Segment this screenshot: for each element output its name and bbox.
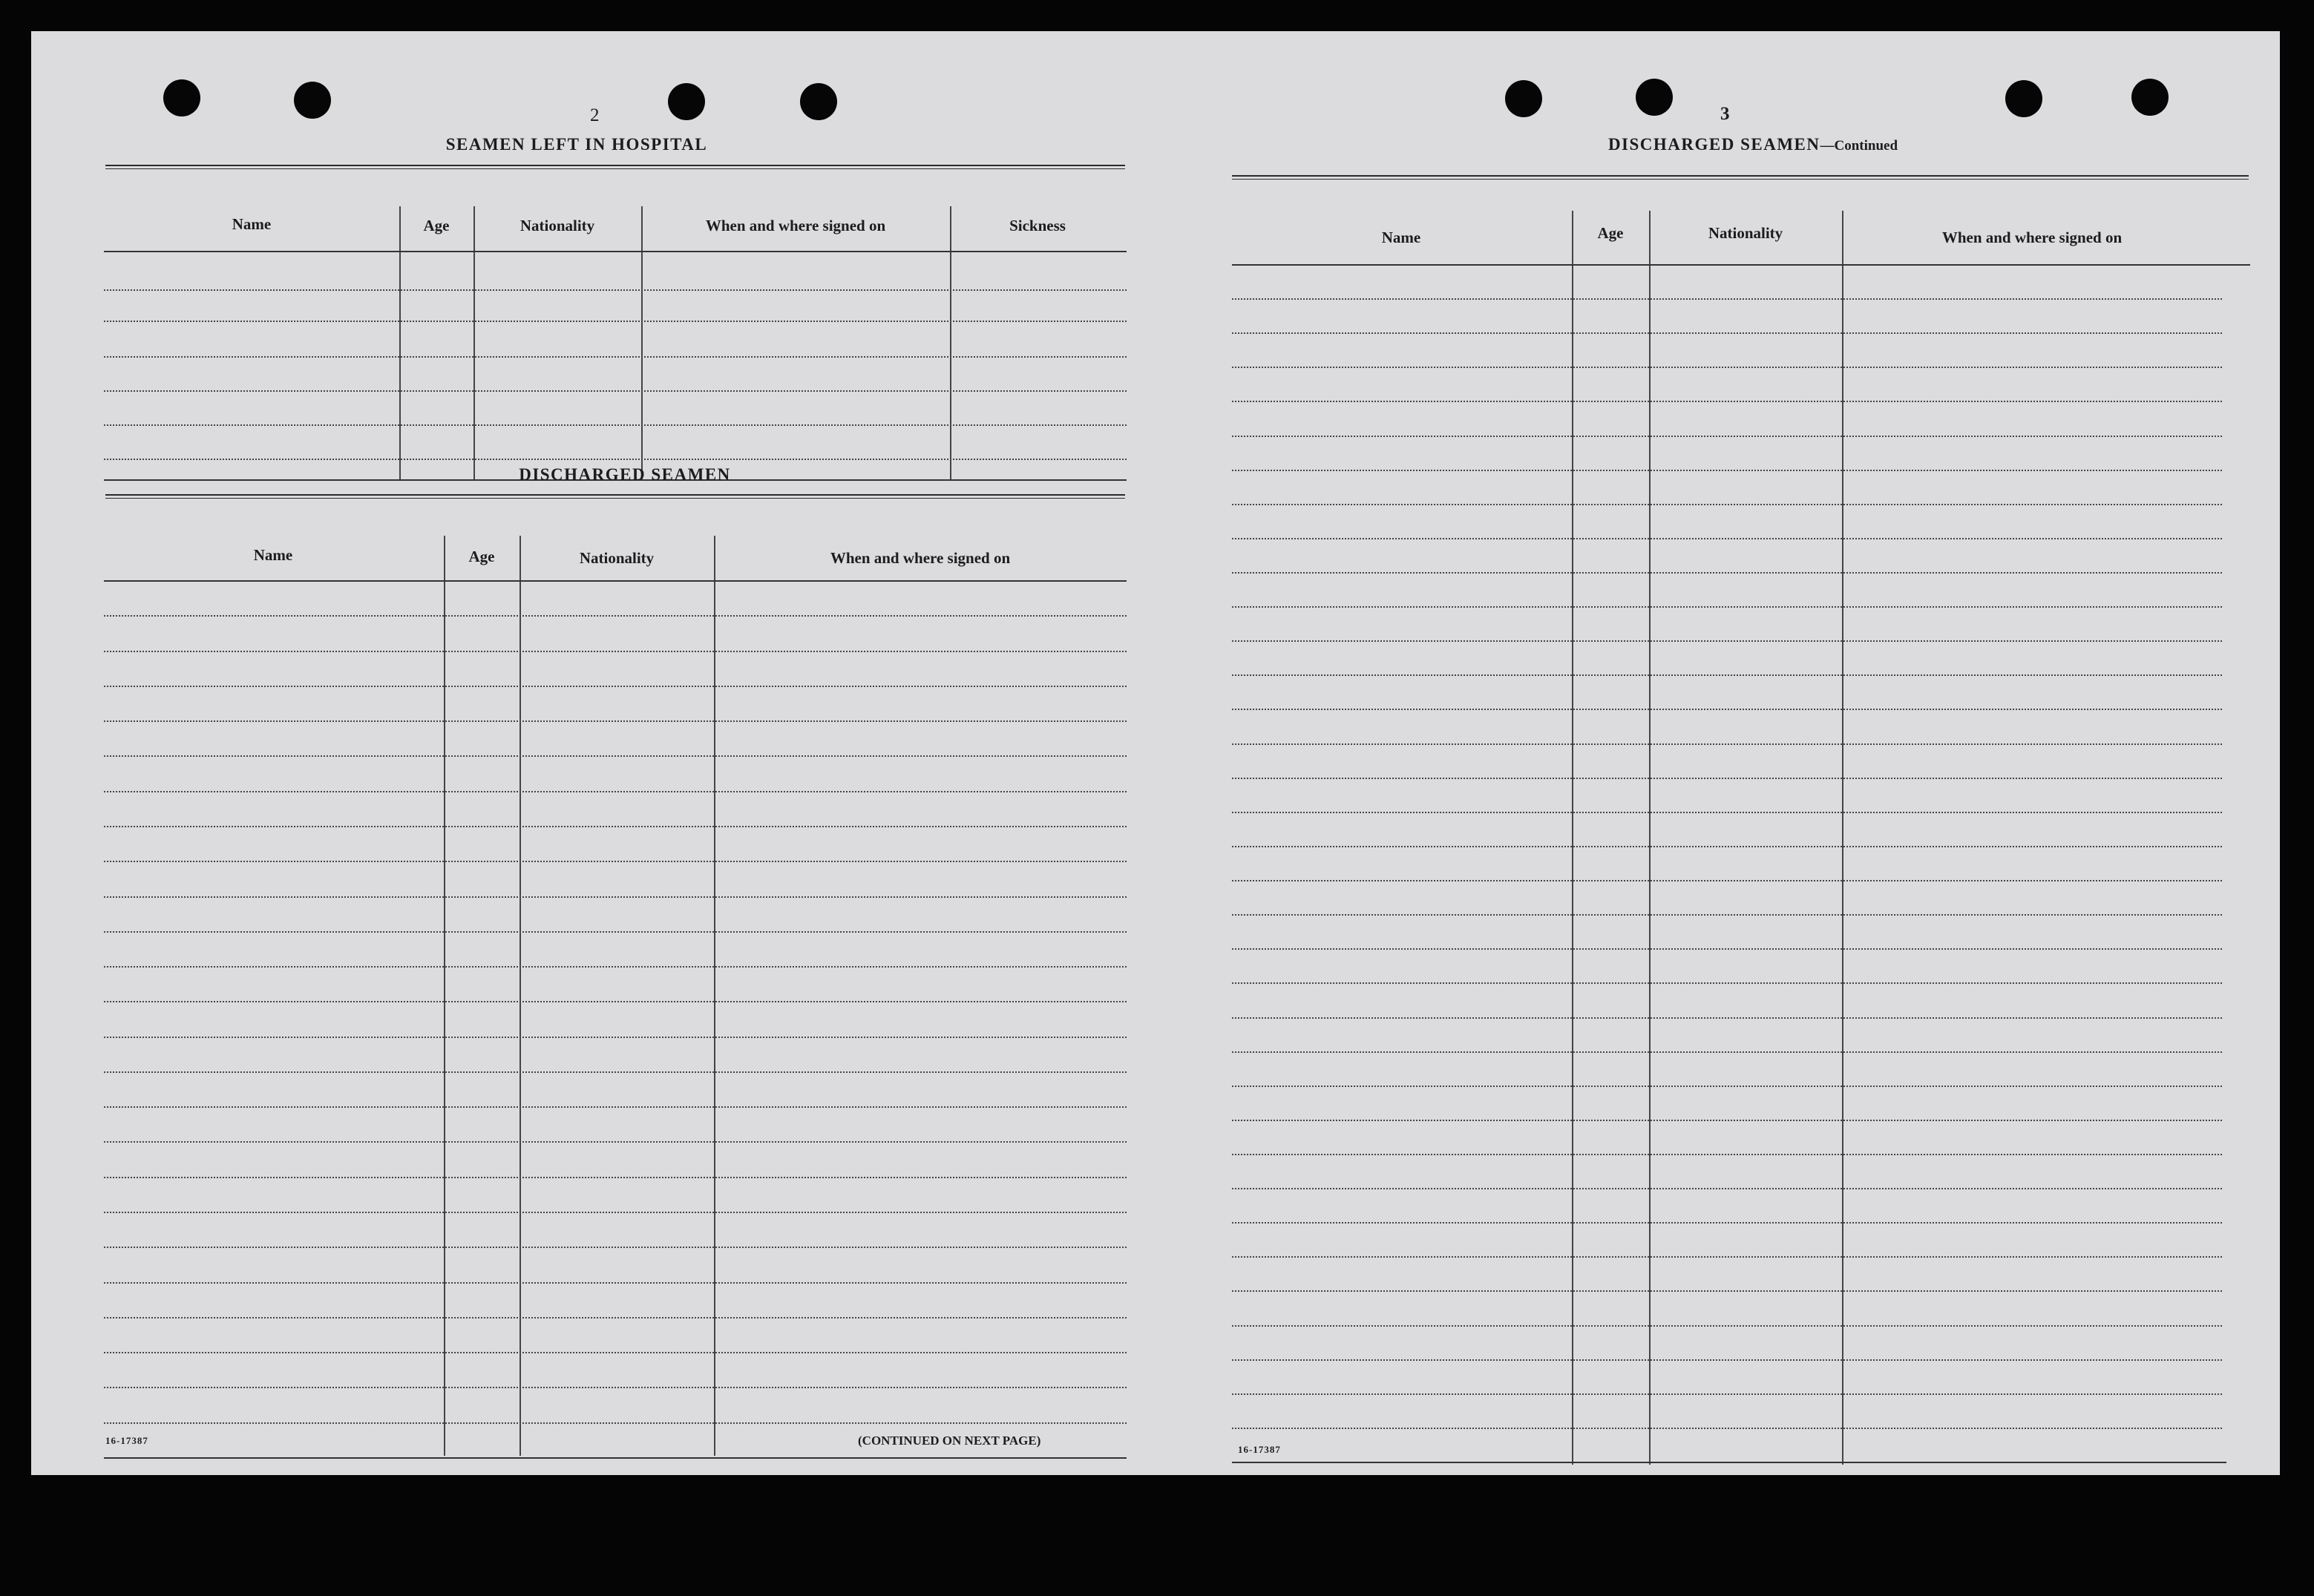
column-separator <box>641 206 643 481</box>
table-row <box>1232 1256 2222 1258</box>
punch-hole <box>1636 79 1673 116</box>
table-row <box>1232 914 2222 916</box>
table-row <box>1232 1051 2222 1053</box>
table-row <box>1232 1428 2222 1429</box>
header-underline <box>104 251 1127 252</box>
table-row <box>1232 436 2222 437</box>
table-bottom-rule <box>104 1457 1127 1459</box>
table-row <box>1232 332 2222 334</box>
column-separator <box>1572 211 1573 1465</box>
form-number: 16-17387 <box>1238 1444 1281 1455</box>
column-header-signed-on: When and where signed on <box>830 549 1011 567</box>
punch-hole <box>163 79 200 116</box>
table-row <box>1232 401 2222 402</box>
table-row <box>1232 606 2222 608</box>
table-row <box>104 390 1127 392</box>
table-row <box>104 459 1127 460</box>
table-row <box>104 1352 1127 1353</box>
column-header-nationality: Nationality <box>579 549 655 567</box>
table-row <box>104 826 1127 827</box>
table-row <box>1232 846 2222 847</box>
column-separator <box>399 206 401 481</box>
table-row <box>104 289 1127 291</box>
table-row <box>104 720 1127 722</box>
table-row <box>1232 1290 2222 1292</box>
table-row <box>104 755 1127 757</box>
table-row <box>104 1247 1127 1248</box>
table-row <box>1232 948 2222 950</box>
form-sheet <box>31 31 2280 1475</box>
table-row <box>1232 572 2222 574</box>
column-header-name: Name <box>1381 229 1421 246</box>
section-title-text: DISCHARGED SEAMEN <box>1607 135 1820 154</box>
table-row <box>1232 880 2222 881</box>
column-header-name: Name <box>232 215 272 233</box>
column-header-sickness: Sickness <box>1009 217 1066 234</box>
table-row <box>104 651 1127 652</box>
table-row <box>1232 1188 2222 1189</box>
table-row <box>104 1212 1127 1213</box>
section-title-discharged-continued <box>1241 135 2265 154</box>
page-number: 2 <box>590 105 600 125</box>
discharged-table <box>104 503 1127 1468</box>
punch-hole <box>2005 80 2042 117</box>
column-header-name: Name <box>253 546 293 564</box>
table-row <box>1232 778 2222 779</box>
table-row <box>1232 1222 2222 1224</box>
table-row <box>104 1141 1127 1143</box>
section-title-suffix: —Continued <box>1820 138 1898 154</box>
table-row <box>1232 709 2222 710</box>
table-row <box>104 931 1127 933</box>
table-row <box>104 1422 1127 1424</box>
table-row <box>1232 1359 2222 1361</box>
table-row <box>104 1317 1127 1318</box>
section-title-discharged: DISCHARGED SEAMEN <box>519 465 731 484</box>
hospital-table <box>104 174 1127 485</box>
table-row <box>104 424 1127 426</box>
table-row <box>104 791 1127 792</box>
table-row <box>104 896 1127 898</box>
table-row <box>1232 1086 2222 1087</box>
punch-hole <box>668 83 705 120</box>
table-row <box>1232 504 2222 505</box>
column-header-nationality: Nationality <box>519 217 595 234</box>
table-row <box>104 1071 1127 1073</box>
table-row <box>104 861 1127 862</box>
section-divider <box>105 494 1125 499</box>
column-separator <box>1649 211 1651 1465</box>
column-header-signed-on: When and where signed on <box>705 217 886 234</box>
table-row <box>1232 674 2222 676</box>
table-row <box>1232 982 2222 984</box>
table-row <box>1232 743 2222 745</box>
table-row <box>1232 1120 2222 1121</box>
table-row <box>104 1037 1127 1038</box>
table-row <box>1232 640 2222 642</box>
punch-hole <box>1505 80 1542 117</box>
table-row <box>104 356 1127 358</box>
column-header-nationality: Nationality <box>1708 224 1783 242</box>
column-header-age: Age <box>423 217 450 234</box>
punch-hole <box>800 83 837 120</box>
column-header-signed-on: When and where signed on <box>1941 229 2123 246</box>
table-row <box>104 1387 1127 1388</box>
table-row <box>104 1177 1127 1178</box>
table-row <box>1232 367 2222 368</box>
table-row <box>1232 470 2222 471</box>
table-row <box>1232 1017 2222 1019</box>
section-divider <box>1232 175 2249 180</box>
table-row <box>104 1106 1127 1108</box>
table-row <box>104 686 1127 687</box>
column-header-age: Age <box>1597 224 1624 242</box>
column-header-age: Age <box>468 548 495 565</box>
punch-hole <box>2131 79 2169 116</box>
section-title-hospital: SEAMEN LEFT IN HOSPITAL <box>445 135 708 154</box>
table-row <box>1232 812 2222 813</box>
header-underline <box>104 580 1127 582</box>
column-separator <box>950 206 951 481</box>
column-separator <box>1842 211 1843 1465</box>
form-number: 16-17387 <box>105 1435 148 1446</box>
section-divider <box>105 165 1125 169</box>
table-row <box>104 1001 1127 1002</box>
table-row <box>1232 1154 2222 1155</box>
table-row <box>1232 1325 2222 1327</box>
table-row <box>1232 298 2222 300</box>
page-number: 3 <box>1720 104 1730 124</box>
table-row <box>104 321 1127 322</box>
discharged-continued-table <box>1232 183 2250 1474</box>
table-row <box>1232 538 2222 539</box>
table-row <box>104 615 1127 617</box>
table-row <box>104 966 1127 968</box>
punch-hole <box>294 82 331 119</box>
table-bottom-rule <box>1232 1462 2226 1463</box>
table-row <box>104 1282 1127 1284</box>
table-row <box>1232 1393 2222 1395</box>
continued-note: (CONTINUED ON NEXT PAGE) <box>858 1434 1041 1448</box>
column-separator <box>473 206 475 481</box>
header-underline <box>1232 264 2250 266</box>
